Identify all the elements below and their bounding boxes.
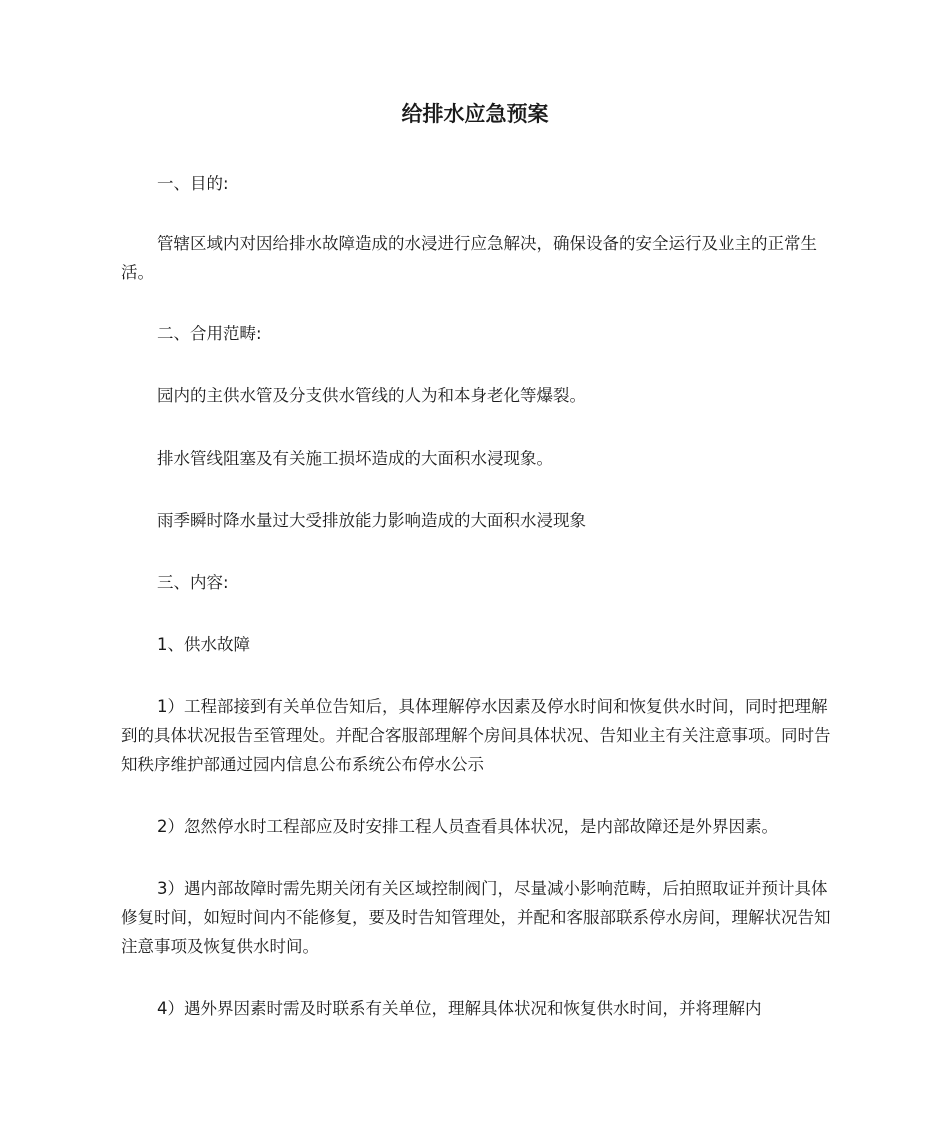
section-heading-scope: 二、合用范畴: xyxy=(157,324,262,343)
paragraph-item-1: 1）工程部接到有关单位告知后，具体理解停水因素及停水时间和恢复供水时间，同时把理解到的具体状况报告至管理处。并配合客服部理解个房间具体状况、告知业主有关注意事项。同时告知秩序维护部通过园内信息公布系统公布停水公示 xyxy=(121,697,831,774)
paragraph-scope-2: 排水管线阻塞及有关施工损坏造成的大面积水浸现象。 xyxy=(157,449,553,468)
paragraph-item-4: 4）遇外界因素时需及时联系有关单位，理解具体状况和恢复供水时间，并将理解内 xyxy=(157,999,762,1018)
paragraph-scope-3: 雨季瞬时降水量过大受排放能力影响造成的大面积水浸现象 xyxy=(157,511,586,530)
paragraph-item-2: 2）忽然停水时工程部应及时安排工程人员查看具体状况，是内部故障还是外界因素。 xyxy=(157,817,778,836)
paragraph-purpose: 管辖区域内对因给排水故障造成的水浸进行应急解决，确保设备的安全运行及业主的正常生活。 xyxy=(121,234,817,282)
section-heading-content: 三、内容: xyxy=(157,573,229,592)
section-heading-purpose: 一、目的: xyxy=(157,174,229,193)
subsection-heading-water-supply: 1、供水故障 xyxy=(157,635,250,654)
document-title: 给排水应急预案 xyxy=(401,102,549,126)
paragraph-scope-1: 园内的主供水管及分支供水管线的人为和本身老化等爆裂。 xyxy=(157,386,586,405)
paragraph-item-3: 3）遇内部故障时需先期关闭有关区域控制阀门，尽量减小影响范畴，后拍照取证并预计具体修复时间，如短时间内不能修复，要及时告知管理处，并配和客服部联系停水房间，理解状况告知注意事项及恢复供水时间。 xyxy=(121,879,831,956)
